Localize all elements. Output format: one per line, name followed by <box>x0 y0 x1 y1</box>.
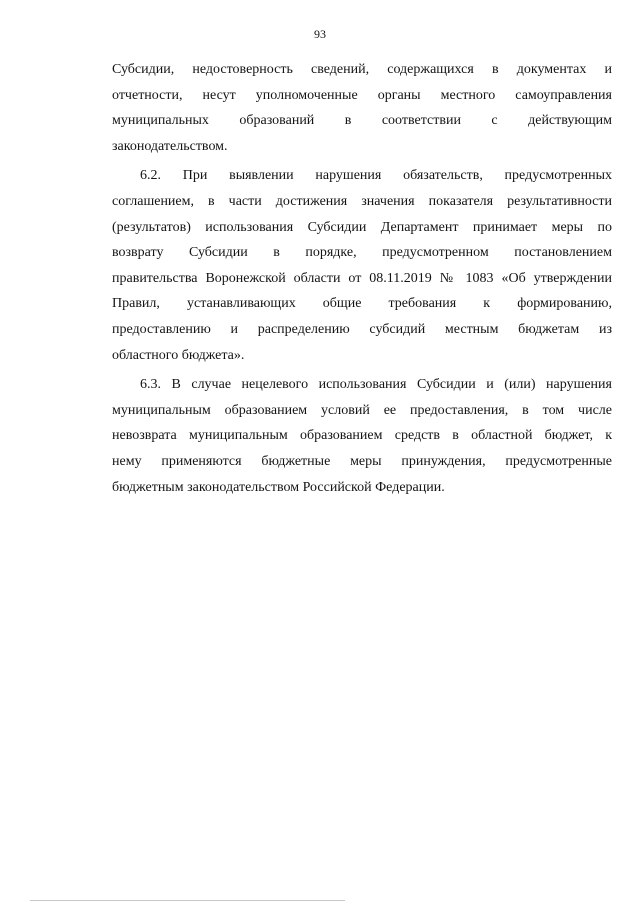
text-line: Правил, устанавливающих общие требования к формированию, <box>112 296 612 312</box>
text-line: Субсидии, недостоверность сведений, содержащихся в документах и <box>112 62 612 77</box>
document-body <box>112 57 612 504</box>
text-line: невозврата муниципальным образованием средств в областной бюджет, к <box>112 428 612 444</box>
text-line: 6.2. При выявлении нарушения обязательств, предусмотренных <box>140 168 612 184</box>
text-line: правительства Воронежской области от 08.11.2019 № 1083 «Об утверждении <box>112 270 612 286</box>
text-line: отчетности, несут уполномоченные органы местного самоуправления <box>112 87 612 103</box>
text-line: возврату Субсидии в порядке, предусмотренном постановлением <box>112 245 612 261</box>
text-line: соглашением, в части достижения значения показателя результативности <box>112 193 612 209</box>
text-line: законодательством. <box>112 138 228 154</box>
page-number: 93 <box>314 27 326 41</box>
text-line: областного бюджета». <box>112 347 245 363</box>
text-line: бюджетным законодательством Российской Федерации. <box>112 479 445 495</box>
text-line: муниципальных образований в соответствии с действующим <box>112 113 612 129</box>
bottom-edge-line <box>30 900 345 901</box>
paragraph-continuation <box>112 57 612 159</box>
paragraph-6-3 <box>112 372 612 500</box>
text-line: нему применяются бюджетные меры принуждения, предусмотренные <box>112 453 612 469</box>
text-line: предоставлению и распределению субсидий местным бюджетам из <box>112 321 612 337</box>
text-line: (результатов) использования Субсидии Департамент принимает меры по <box>112 219 612 235</box>
text-line: муниципальным образованием условий ее предоставления, в том числе <box>112 402 612 418</box>
text-line: 6.3. В случае нецелевого использования Субсидии и (или) нарушения <box>140 377 612 393</box>
paragraph-6-2 <box>112 163 612 368</box>
